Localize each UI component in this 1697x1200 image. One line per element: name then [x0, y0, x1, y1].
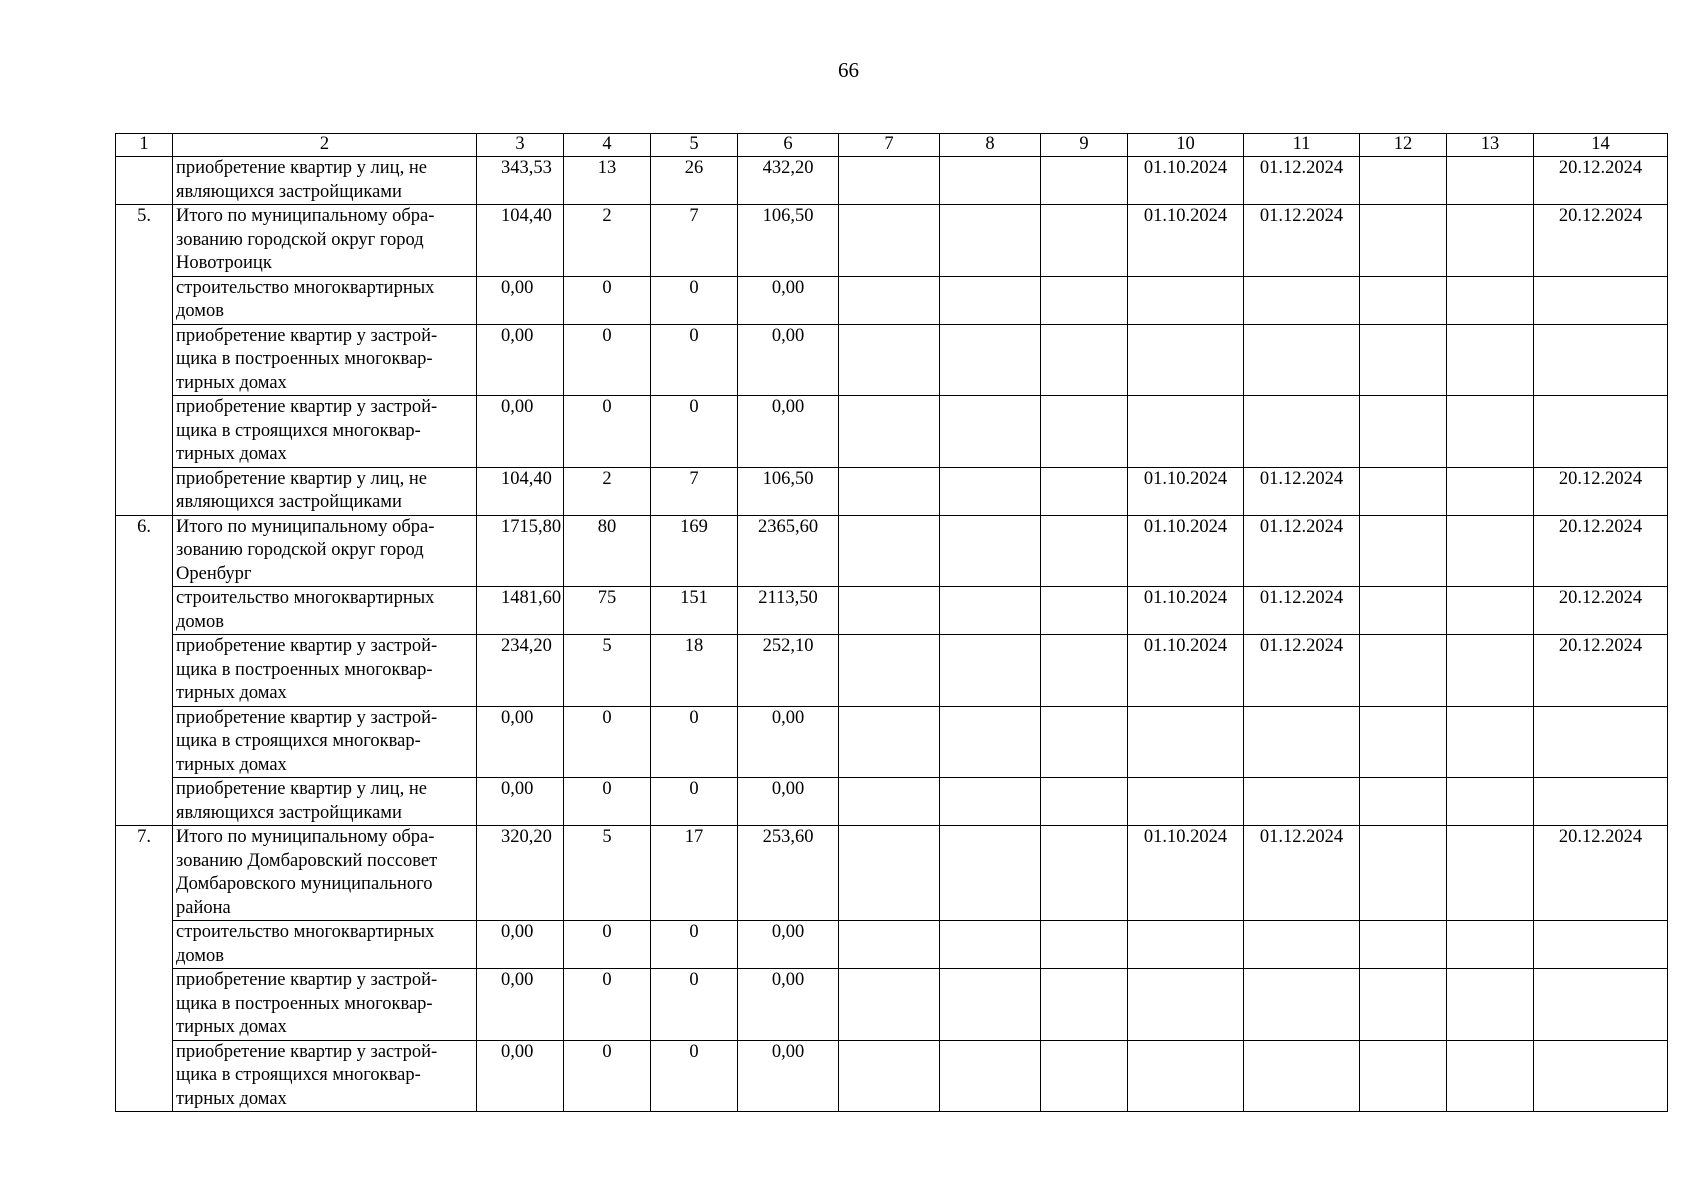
description-cell: Итого по муниципальному обра-зованию городской округ город Новотроицк [173, 205, 477, 277]
col12-cell [1360, 587, 1447, 635]
col12-cell [1360, 515, 1447, 587]
col3-cell: 0,00 [477, 324, 564, 396]
table-row [116, 205, 1668, 277]
col13-cell [1447, 324, 1534, 396]
col3-cell: 234,20 [477, 635, 564, 707]
col8-cell [940, 778, 1041, 826]
col8-cell [940, 706, 1041, 778]
col7-cell [839, 826, 940, 921]
col3-cell: 0,00 [477, 969, 564, 1041]
col3-cell: 104,40 [477, 205, 564, 277]
description-cell: приобретение квартир у застрой-щика в строящихся многоквар-тирных домах [173, 396, 477, 468]
col7-cell [839, 157, 940, 205]
col10-cell [1128, 706, 1244, 778]
description-cell: приобретение квартир у лиц, не являющихся застройщиками [173, 467, 477, 515]
col4-cell: 5 [564, 635, 651, 707]
table-row [116, 969, 1668, 1041]
col7-cell [839, 276, 940, 324]
col8-cell [940, 467, 1041, 515]
col5-cell: 7 [651, 467, 738, 515]
col4-cell: 13 [564, 157, 651, 205]
col9-cell [1041, 826, 1128, 921]
col4-cell: 0 [564, 396, 651, 468]
col3-cell: 0,00 [477, 396, 564, 468]
col10-cell [1128, 921, 1244, 969]
col12-cell [1360, 324, 1447, 396]
col3-cell: 1481,60 [477, 587, 564, 635]
col13-cell [1447, 969, 1534, 1041]
col13-cell [1447, 706, 1534, 778]
table-row [116, 706, 1668, 778]
col10-cell: 01.10.2024 [1128, 467, 1244, 515]
col14-cell [1534, 1040, 1668, 1112]
col10-cell: 01.10.2024 [1128, 587, 1244, 635]
col6-cell: 0,00 [738, 396, 839, 468]
col6-cell: 0,00 [738, 324, 839, 396]
col8-cell [940, 635, 1041, 707]
header-cell: 14 [1534, 134, 1668, 157]
col7-cell [839, 635, 940, 707]
header-cell: 10 [1128, 134, 1244, 157]
description-cell: приобретение квартир у застрой-щика в построенных многоквар-тирных домах [173, 324, 477, 396]
col7-cell [839, 1040, 940, 1112]
col3-cell: 0,00 [477, 1040, 564, 1112]
col12-cell [1360, 157, 1447, 205]
col11-cell [1244, 969, 1360, 1041]
col12-cell [1360, 396, 1447, 468]
col6-cell: 0,00 [738, 969, 839, 1041]
data-table [115, 133, 1668, 1112]
header-cell: 11 [1244, 134, 1360, 157]
col14-cell [1534, 324, 1668, 396]
table-row [116, 921, 1668, 969]
description-cell: строительство многоквартирных домов [173, 587, 477, 635]
table-row [116, 396, 1668, 468]
col10-cell: 01.10.2024 [1128, 635, 1244, 707]
col6-cell: 252,10 [738, 635, 839, 707]
col6-cell: 253,60 [738, 826, 839, 921]
col14-cell: 20.12.2024 [1534, 157, 1668, 205]
col6-cell: 432,20 [738, 157, 839, 205]
col12-cell [1360, 778, 1447, 826]
col8-cell [940, 515, 1041, 587]
col3-cell: 0,00 [477, 921, 564, 969]
col9-cell [1041, 587, 1128, 635]
col9-cell [1041, 1040, 1128, 1112]
col12-cell [1360, 276, 1447, 324]
col13-cell [1447, 467, 1534, 515]
col12-cell [1360, 635, 1447, 707]
col11-cell [1244, 276, 1360, 324]
col11-cell [1244, 921, 1360, 969]
col9-cell [1041, 706, 1128, 778]
col5-cell: 0 [651, 1040, 738, 1112]
col13-cell [1447, 587, 1534, 635]
col4-cell: 80 [564, 515, 651, 587]
header-cell: 7 [839, 134, 940, 157]
col11-cell [1244, 778, 1360, 826]
col6-cell: 106,50 [738, 467, 839, 515]
col13-cell [1447, 635, 1534, 707]
col11-cell: 01.12.2024 [1244, 826, 1360, 921]
row-number-cell: 7. [116, 826, 173, 1112]
col3-cell: 1715,80 [477, 515, 564, 587]
col10-cell [1128, 396, 1244, 468]
header-cell: 9 [1041, 134, 1128, 157]
table-row [116, 587, 1668, 635]
col4-cell: 75 [564, 587, 651, 635]
description-cell: строительство многоквартирных домов [173, 276, 477, 324]
col5-cell: 0 [651, 969, 738, 1041]
col7-cell [839, 396, 940, 468]
col9-cell [1041, 467, 1128, 515]
description-cell: приобретение квартир у застрой-щика в строящихся многоквар-тирных домах [173, 706, 477, 778]
col9-cell [1041, 324, 1128, 396]
col11-cell [1244, 324, 1360, 396]
row-number-cell: 6. [116, 515, 173, 826]
col9-cell [1041, 396, 1128, 468]
col14-cell [1534, 969, 1668, 1041]
row-number-cell [116, 157, 173, 205]
col10-cell: 01.10.2024 [1128, 826, 1244, 921]
header-cell: 4 [564, 134, 651, 157]
table-row [116, 324, 1668, 396]
col13-cell [1447, 778, 1534, 826]
col14-cell: 20.12.2024 [1534, 467, 1668, 515]
col13-cell [1447, 826, 1534, 921]
col9-cell [1041, 276, 1128, 324]
col13-cell [1447, 396, 1534, 468]
col3-cell: 320,20 [477, 826, 564, 921]
col11-cell: 01.12.2024 [1244, 635, 1360, 707]
col13-cell [1447, 205, 1534, 277]
col4-cell: 5 [564, 826, 651, 921]
col8-cell [940, 587, 1041, 635]
header-cell: 6 [738, 134, 839, 157]
col10-cell [1128, 276, 1244, 324]
col14-cell: 20.12.2024 [1534, 826, 1668, 921]
col4-cell: 2 [564, 467, 651, 515]
table-row [116, 778, 1668, 826]
col14-cell: 20.12.2024 [1534, 635, 1668, 707]
col3-cell: 0,00 [477, 778, 564, 826]
col14-cell [1534, 276, 1668, 324]
col5-cell: 0 [651, 778, 738, 826]
col5-cell: 0 [651, 276, 738, 324]
col10-cell: 01.10.2024 [1128, 157, 1244, 205]
col14-cell [1534, 396, 1668, 468]
col12-cell [1360, 706, 1447, 778]
col12-cell [1360, 467, 1447, 515]
col9-cell [1041, 205, 1128, 277]
col8-cell [940, 396, 1041, 468]
col5-cell: 18 [651, 635, 738, 707]
col5-cell: 0 [651, 706, 738, 778]
col13-cell [1447, 515, 1534, 587]
row-number-cell: 5. [116, 205, 173, 516]
col5-cell: 17 [651, 826, 738, 921]
col11-cell: 01.12.2024 [1244, 587, 1360, 635]
col9-cell [1041, 515, 1128, 587]
col6-cell: 0,00 [738, 706, 839, 778]
col12-cell [1360, 969, 1447, 1041]
col9-cell [1041, 921, 1128, 969]
col14-cell [1534, 706, 1668, 778]
header-cell: 2 [173, 134, 477, 157]
col8-cell [940, 969, 1041, 1041]
col12-cell [1360, 205, 1447, 277]
col4-cell: 0 [564, 1040, 651, 1112]
col11-cell: 01.12.2024 [1244, 467, 1360, 515]
col9-cell [1041, 778, 1128, 826]
col6-cell: 2365,60 [738, 515, 839, 587]
col8-cell [940, 921, 1041, 969]
col8-cell [940, 826, 1041, 921]
col11-cell [1244, 1040, 1360, 1112]
col11-cell: 01.12.2024 [1244, 205, 1360, 277]
col7-cell [839, 587, 940, 635]
col5-cell: 7 [651, 205, 738, 277]
col10-cell [1128, 778, 1244, 826]
header-row [116, 134, 1668, 157]
description-cell: приобретение квартир у застрой-щика в строящихся многоквар-тирных домах [173, 1040, 477, 1112]
header-cell: 13 [1447, 134, 1534, 157]
col6-cell: 0,00 [738, 778, 839, 826]
col5-cell: 169 [651, 515, 738, 587]
description-cell: приобретение квартир у застрой-щика в построенных многоквар-тирных домах [173, 969, 477, 1041]
header-cell: 3 [477, 134, 564, 157]
col10-cell [1128, 969, 1244, 1041]
col12-cell [1360, 1040, 1447, 1112]
table-row [116, 515, 1668, 587]
col6-cell: 0,00 [738, 921, 839, 969]
col7-cell [839, 324, 940, 396]
description-cell: Итого по муниципальному обра-зованию Домбаровский поссовет Домбаровского муниципального района [173, 826, 477, 921]
description-cell: строительство многоквартирных домов [173, 921, 477, 969]
description-cell: приобретение квартир у застрой-щика в построенных многоквар-тирных домах [173, 635, 477, 707]
col14-cell: 20.12.2024 [1534, 205, 1668, 277]
col5-cell: 0 [651, 396, 738, 468]
description-cell: приобретение квартир у лиц, не являющихся застройщиками [173, 778, 477, 826]
col7-cell [839, 969, 940, 1041]
col11-cell: 01.12.2024 [1244, 157, 1360, 205]
col4-cell: 2 [564, 205, 651, 277]
table-row [116, 467, 1668, 515]
col11-cell [1244, 396, 1360, 468]
col4-cell: 0 [564, 921, 651, 969]
col9-cell [1041, 157, 1128, 205]
col4-cell: 0 [564, 969, 651, 1041]
col6-cell: 106,50 [738, 205, 839, 277]
col12-cell [1360, 826, 1447, 921]
col7-cell [839, 921, 940, 969]
col8-cell [940, 276, 1041, 324]
col5-cell: 0 [651, 324, 738, 396]
col9-cell [1041, 969, 1128, 1041]
col12-cell [1360, 921, 1447, 969]
col13-cell [1447, 921, 1534, 969]
col8-cell [940, 1040, 1041, 1112]
col6-cell: 0,00 [738, 276, 839, 324]
col10-cell: 01.10.2024 [1128, 515, 1244, 587]
col10-cell: 01.10.2024 [1128, 205, 1244, 277]
page-number: 66 [838, 58, 859, 82]
header-cell: 8 [940, 134, 1041, 157]
table-row [116, 635, 1668, 707]
col4-cell: 0 [564, 778, 651, 826]
header-cell: 1 [116, 134, 173, 157]
col4-cell: 0 [564, 706, 651, 778]
col14-cell: 20.12.2024 [1534, 515, 1668, 587]
col13-cell [1447, 276, 1534, 324]
col7-cell [839, 778, 940, 826]
col6-cell: 2113,50 [738, 587, 839, 635]
col3-cell: 343,53 [477, 157, 564, 205]
col14-cell: 20.12.2024 [1534, 587, 1668, 635]
col7-cell [839, 706, 940, 778]
col11-cell [1244, 706, 1360, 778]
col13-cell [1447, 1040, 1534, 1112]
col3-cell: 0,00 [477, 706, 564, 778]
table-row [116, 276, 1668, 324]
col8-cell [940, 324, 1041, 396]
col5-cell: 0 [651, 921, 738, 969]
col7-cell [839, 467, 940, 515]
col6-cell: 0,00 [738, 1040, 839, 1112]
table-row [116, 1040, 1668, 1112]
col9-cell [1041, 635, 1128, 707]
header-cell: 5 [651, 134, 738, 157]
table-row [116, 826, 1668, 921]
col7-cell [839, 515, 940, 587]
col8-cell [940, 157, 1041, 205]
description-cell: приобретение квартир у лиц, не являющихся застройщиками [173, 157, 477, 205]
col13-cell [1447, 157, 1534, 205]
col10-cell [1128, 324, 1244, 396]
col11-cell: 01.12.2024 [1244, 515, 1360, 587]
col4-cell: 0 [564, 276, 651, 324]
col10-cell [1128, 1040, 1244, 1112]
col5-cell: 26 [651, 157, 738, 205]
col14-cell [1534, 778, 1668, 826]
col14-cell [1534, 921, 1668, 969]
col3-cell: 0,00 [477, 276, 564, 324]
col5-cell: 151 [651, 587, 738, 635]
col4-cell: 0 [564, 324, 651, 396]
description-cell: Итого по муниципальному обра-зованию городской округ город Оренбург [173, 515, 477, 587]
header-cell: 12 [1360, 134, 1447, 157]
col7-cell [839, 205, 940, 277]
col3-cell: 104,40 [477, 467, 564, 515]
col8-cell [940, 205, 1041, 277]
table-row [116, 157, 1668, 205]
